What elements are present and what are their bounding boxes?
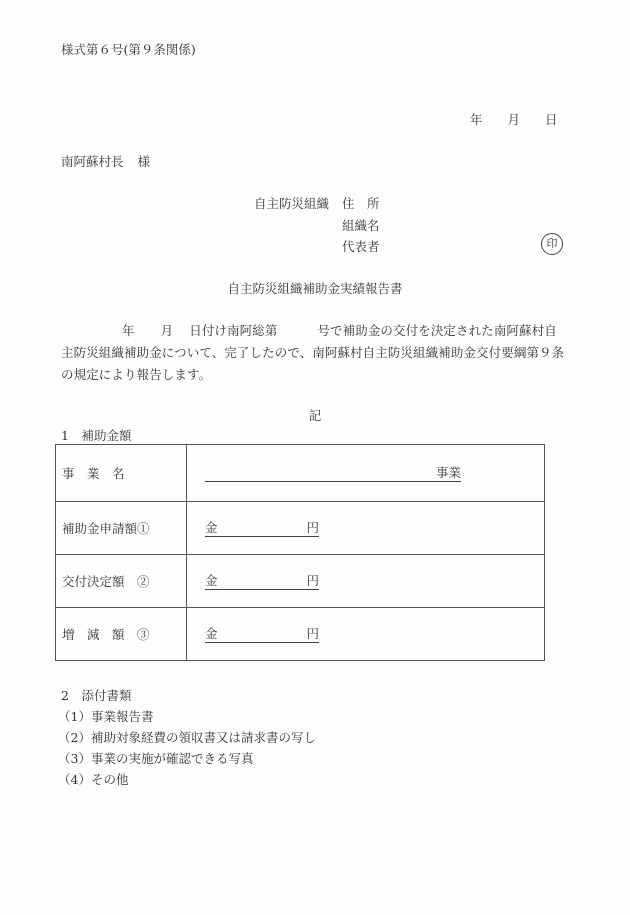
form-number: 様式第６号(第９条関係) (61, 42, 196, 57)
project-name-field[interactable]: 事業 (187, 445, 545, 502)
attachment-item: （3）事業の実施が確認できる写真 (58, 751, 254, 766)
applicant-org-label: 自主防災組織 (254, 196, 330, 211)
attachment-item: （1）事業報告書 (58, 709, 154, 724)
decided-amount-field[interactable]: 金 円 (187, 555, 545, 608)
section1-heading: 1 補助金額 (61, 428, 132, 443)
table-row-application-amount (56, 502, 545, 555)
addressee (61, 152, 150, 170)
application-amount-field[interactable]: 金 円 (187, 502, 545, 555)
difference-amount-label: 増 減 額 ③ (56, 608, 187, 661)
honorific: 様 (137, 154, 151, 169)
project-name-label: 事 業 名 (56, 445, 187, 502)
difference-amount-field[interactable]: 金 円 (187, 608, 545, 661)
attachment-item: （4）その他 (58, 772, 129, 787)
field-address-label: 住 所 (342, 196, 380, 211)
application-amount-label: 補助金申請額① (56, 502, 187, 555)
body-paragraph: 年 月 日付け南阿総第 号で補助金の交付を決定された南阿蘇村自主防災組織補助金について、完了したので、南阿蘇村自主防災組織補助金交付要綱第９条の規定により報告します。 (61, 323, 565, 382)
table-row-decided-amount (56, 555, 545, 608)
document-title: 自主防災組織補助金実績報告書 (227, 281, 403, 296)
decided-amount-label: 交付決定額 ② (56, 555, 187, 608)
ki-heading: 記 (308, 408, 322, 423)
date-line (470, 110, 558, 128)
seal-icon: 印 (541, 233, 563, 255)
table-row-difference-amount (56, 608, 545, 661)
date-month: 月 (507, 112, 521, 127)
section2-heading: 2 添付書類 (61, 688, 132, 703)
subsidy-amount-table (55, 444, 545, 661)
addressee-name: 南阿蘇村長 (61, 154, 124, 169)
field-org-name-label: 組織名 (342, 218, 380, 233)
date-year: 年 (470, 112, 483, 127)
attachment-item: （2）補助対象経費の領収書又は請求書の写し (58, 730, 316, 745)
date-day: 日 (545, 112, 558, 127)
table-row-project-name (56, 445, 545, 502)
field-representative-label: 代表者 (342, 239, 380, 254)
